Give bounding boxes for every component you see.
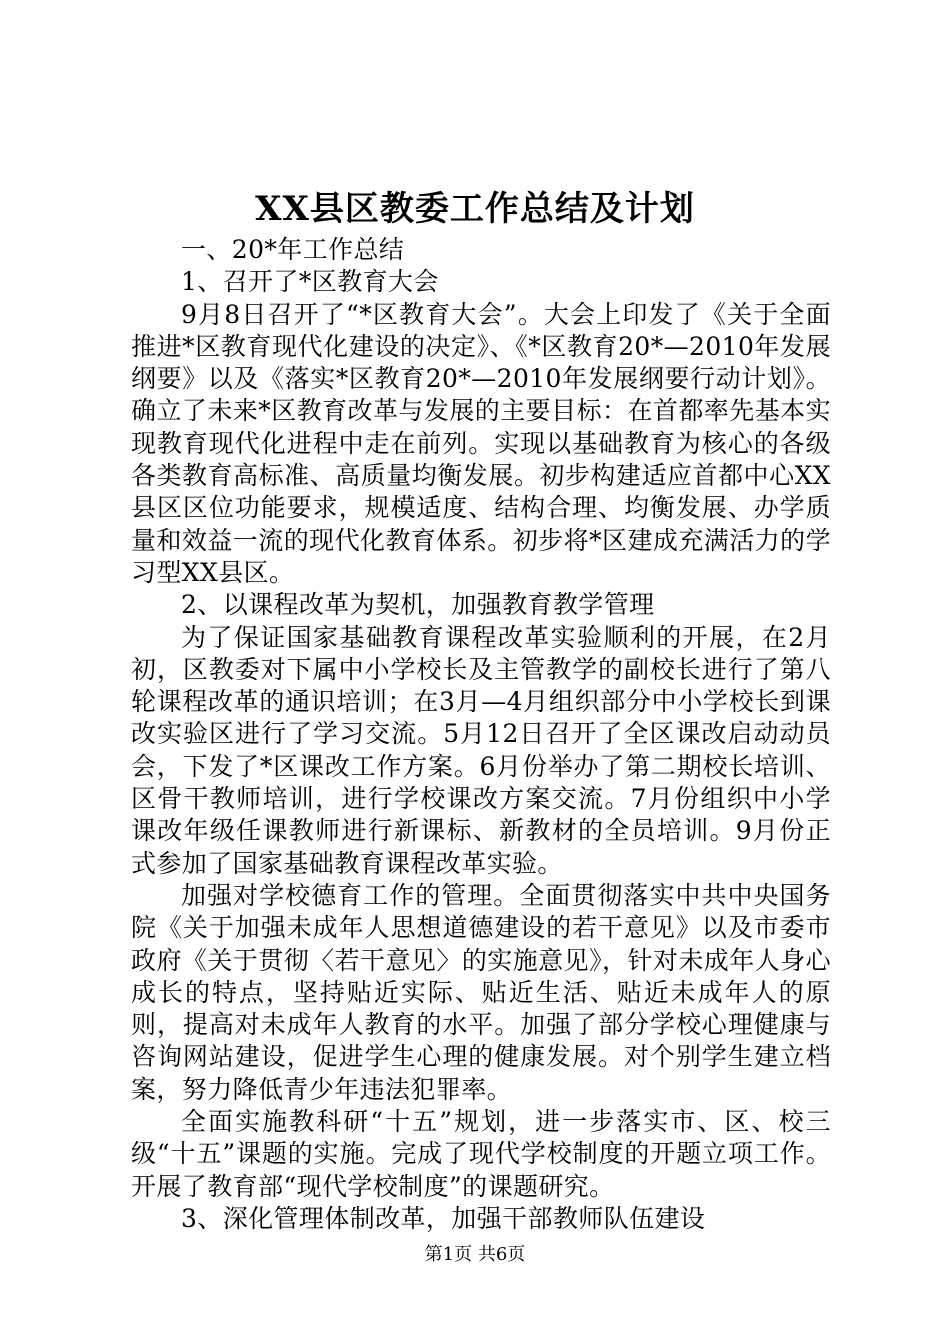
subsection-heading: 3、深化管理体制改革，加强干部教师队伍建设 [181,1203,706,1233]
page-number-footer: 第1页 共6页 [424,1244,526,1265]
document-title: XX县区教委工作总结及计划 [255,189,695,229]
body-paragraph: 为了保证国家基础教育课程改革实验顺利的开展，在2月初，区教委对下属中小学校长及主管教学的副校长进行了第八轮课程改革的通识培训；在3月—4月组织部分中小学校长到课改实验区进行了学习交流。5月12日召开了全区课改启动动员会，下发了*区课改工作方案。6月份举办了第二期校长培训、区骨干教师培训，进行学校课改方案交流。7月份组织中小学课改年级任课教师进行新课标、新教材的全员培训。9月份正式参加了国家基础教育课程改革实验。 [131,622,831,878]
body-paragraph: 9月8日召开了“*区教育大会”。大会上印发了《关于全面推进*区教育现代化建设的决定》、《*区教育20*—2010年发展纲要》以及《落实*区教育20*—2010年发展纲要行动计划》。确立了未来*区教育改革与发展的主要目标：在首都率先基本实现教育现代化进程中走在前列。实现以基础教育为核心的各级各类教育高标准、高质量均衡发展。初步构建适应首都中心XX县区区位功能要求，规模适度、结构合理、均衡发展、办学质量和效益一流的现代化教育体系。初步将*区建成充满活力的学习型XX县区。 [131,299,831,587]
subsection-heading: 1、召开了*区教育大会 [181,267,439,297]
document-body [131,234,831,1235]
body-paragraph: 加强对学校德育工作的管理。全面贯彻落实中共中央国务院《关于加强未成年人思想道德建设的若干意见》以及市委市政府《关于贯彻〈若干意见〉的实施意见》，针对未成年人身心成长的特点，坚持贴近实际、贴近生活、贴近未成年人的原则，提高对未成年人教育的水平。加强了部分学校心理健康与咨询网站建设，促进学生心理的健康发展。对个别学生建立档案，努力降低青少年违法犯罪率。 [131,880,831,1104]
body-paragraph: 全面实施教科研“十五”规划，进一步落实市、区、校三级“十五”课题的实施。完成了现代学校制度的开题立项工作。开展了教育部“现代学校制度”的课题研究。 [131,1107,831,1201]
subsection-heading: 2、以课程改革为契机，加强教育教学管理 [181,590,655,620]
section-heading: 一、20*年工作总结 [181,235,405,264]
